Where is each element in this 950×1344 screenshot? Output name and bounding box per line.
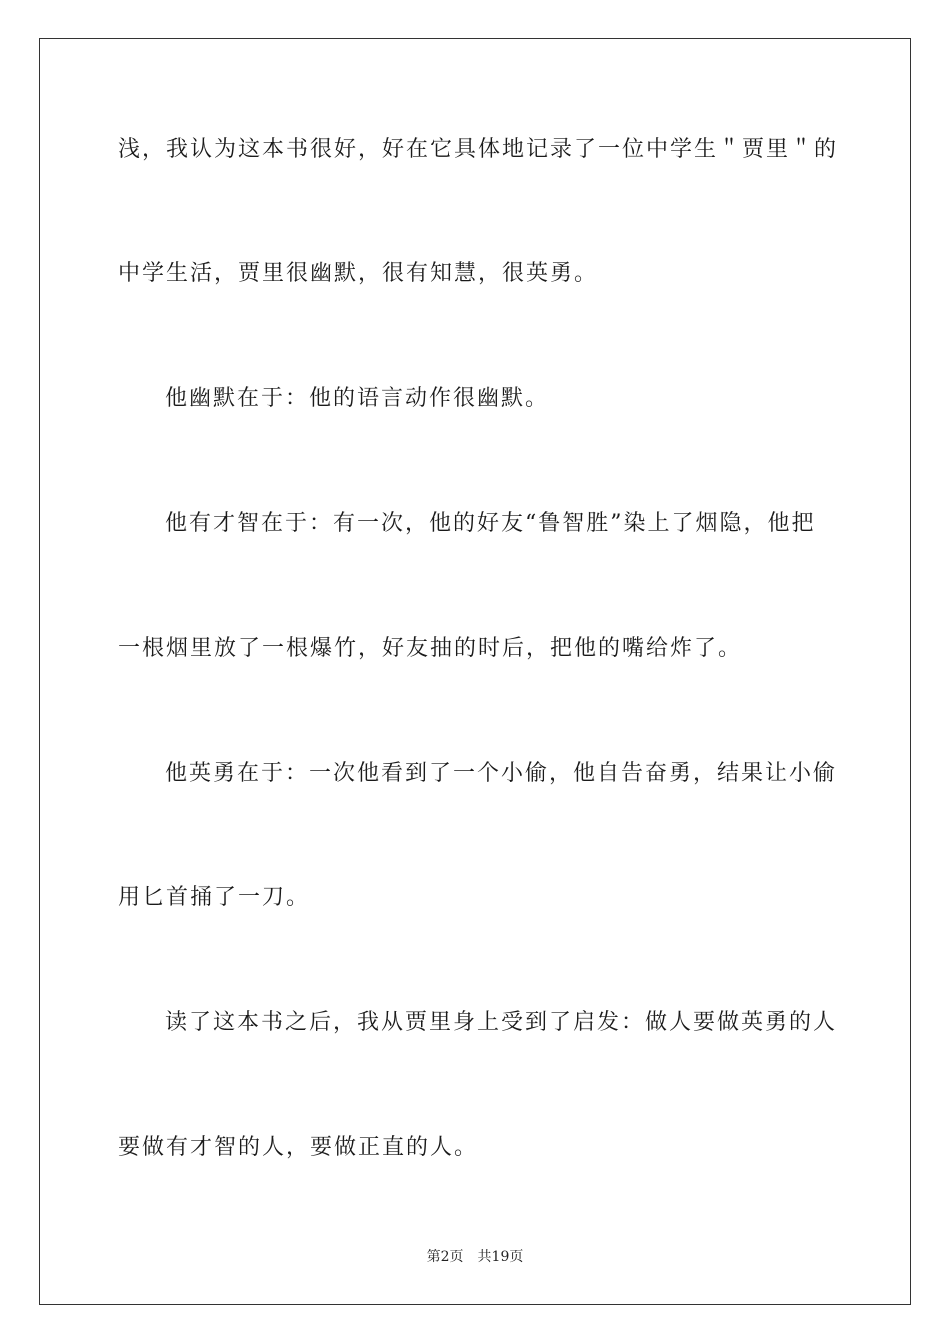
text-line: 要做有才智的人，要做正直的人。 (118, 1135, 479, 1160)
paragraph-start-line: 他幽默在于：他的语言动作很幽默。 (165, 386, 550, 411)
page-total: 共19页 (477, 1249, 524, 1265)
paragraph-start-line: 读了这本书之后，我从贾里身上受到了启发：做人要做英勇的人 (165, 1010, 838, 1035)
text-line: 中学生活，贾里很幽默，很有知慧，很英勇。 (118, 261, 599, 286)
page-number: 第2页 (426, 1249, 464, 1265)
text-line: 用匕首捅了一刀。 (118, 885, 311, 910)
page-border (39, 38, 911, 1305)
page-footer (0, 1248, 950, 1266)
text-line: 一根烟里放了一根爆竹，好友抽的时后，把他的嘴给炸了。 (118, 636, 743, 661)
paragraph-start-line: 他英勇在于：一次他看到了一个小偷，他自告奋勇，结果让小偷 (165, 761, 838, 786)
paragraph-start-line: 他有才智在于：有一次，他的好友“鲁智胜”染上了烟隐，他把 (165, 511, 816, 536)
text-line: 浅，我认为这本书很好，好在它具体地记录了一位中学生＂贾里＂的 (118, 137, 839, 162)
